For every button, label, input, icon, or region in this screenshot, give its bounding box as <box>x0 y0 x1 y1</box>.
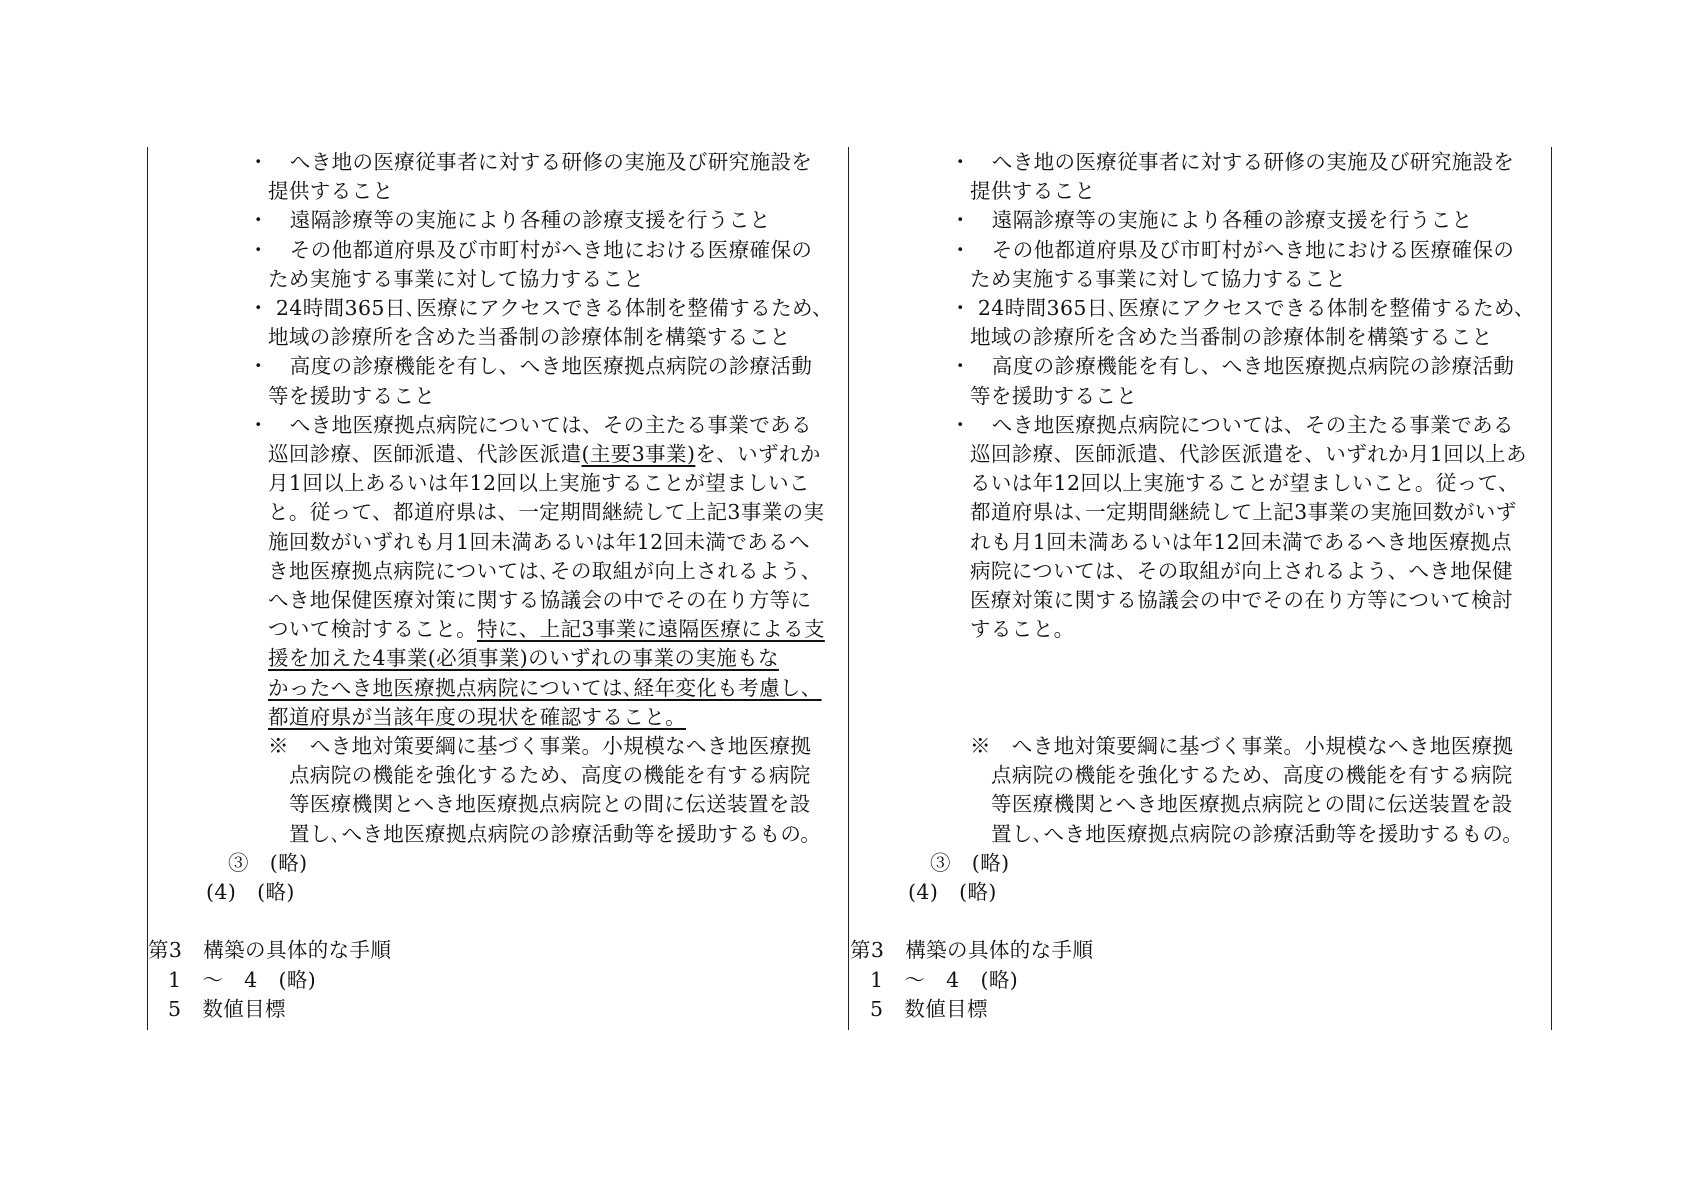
text-line <box>970 557 1513 586</box>
line-text: すること。 <box>970 617 1075 642</box>
line-text: 等を援助すること <box>268 383 436 408</box>
original-text-column <box>850 148 1552 1028</box>
text-line <box>991 761 1513 790</box>
line-text: 1 ～ 4 (略) <box>870 967 1019 992</box>
line-text: ③ (略) <box>930 850 1010 875</box>
text-line <box>289 761 811 790</box>
text-line <box>950 352 1514 381</box>
text-line <box>991 820 1523 849</box>
text-line <box>950 206 1473 235</box>
line-text: 月1回以上あるいは年12回以上実施することが望ましいこ <box>268 471 810 496</box>
text-line <box>950 411 1514 440</box>
underlined-text: 特に、上記3事業に遠隔医療による支 <box>477 617 825 642</box>
line-text: ・ へき地医療拠点病院については、その主たる事業である <box>950 412 1514 437</box>
line-text: 等医療機関とへき地医療拠点病院との間に伝送装置を設 <box>991 792 1513 817</box>
text-line <box>970 732 1513 761</box>
line-text: を、いずれか <box>695 442 821 466</box>
text-line <box>268 323 791 352</box>
line-text: 提供すること <box>970 179 1096 204</box>
text-line <box>970 615 1075 644</box>
text-line <box>991 790 1513 819</box>
text-line <box>228 849 308 878</box>
line-text: るいは年12回以上実施することが望ましいこと。従って、 <box>970 471 1519 496</box>
text-line <box>248 148 812 177</box>
text-line <box>148 936 391 965</box>
text-line <box>248 411 812 440</box>
text-line <box>970 586 1513 615</box>
underlined-text: 都道府県が当該年度の現状を確認すること。 <box>268 704 686 729</box>
text-line <box>268 498 824 527</box>
underlined-text: 援を加えた4事業(必須事業)のいずれの事業の実施もな <box>268 646 779 671</box>
text-line <box>268 382 435 411</box>
line-text: 病院については、その取組が向上されるよう、へき地保健 <box>970 558 1513 583</box>
line-text: 置し､へき地医療拠点病院の診療活動等を援助するもの。 <box>991 821 1524 846</box>
line-text: 点病院の機能を強化するため、高度の機能を有する病院 <box>991 763 1513 788</box>
text-line <box>268 703 686 732</box>
line-text: れも月1回未満あるいは年12回未満であるへき地医療拠点 <box>970 529 1512 554</box>
text-line <box>970 440 1527 469</box>
center-divider-line <box>848 147 849 1030</box>
text-line <box>268 586 811 615</box>
line-text: ・ へき地の医療従事者に対する研修の実施及び研究施設を <box>950 150 1515 174</box>
text-line <box>908 878 997 907</box>
text-line <box>930 849 1010 878</box>
line-text: 都道府県は､一定期間継続して上記3事業の実施回数がいず <box>970 500 1517 525</box>
line-text: ・ へき地医療拠点病院については、その主たる事業である <box>248 412 812 437</box>
line-text: ため実施する事業に対して協力すること <box>268 266 645 291</box>
text-line <box>950 236 1514 265</box>
text-line <box>248 206 771 235</box>
line-text: と。従って、都道府県は、一定期間継続して上記3事業の実 <box>268 500 825 525</box>
text-line <box>970 469 1519 498</box>
text-line <box>268 644 779 673</box>
line-text: 巡回診療、医師派遣、代診医派遣を、いずれか月1回以上あ <box>970 442 1527 466</box>
line-text: 1 ～ 4 (略) <box>168 967 317 992</box>
line-text: ※ へき地対策要綱に基づく事業。小規模なへき地医療拠 <box>970 734 1514 758</box>
line-text: ため実施する事業に対して協力すること <box>970 266 1347 291</box>
line-text: 5 数値目標 <box>168 996 286 1021</box>
line-text: ついて検討すること。 <box>268 617 477 642</box>
text-line <box>268 528 810 557</box>
line-text: ・ 遠隔診療等の実施により各種の診療支援を行うこと <box>950 208 1473 233</box>
line-text: ・ その他都道府県及び市町村がへき地における医療確保の <box>248 237 813 262</box>
text-line <box>970 382 1137 411</box>
text-line <box>168 966 316 995</box>
line-text: 第3 構築の具体的な手順 <box>148 938 392 963</box>
line-text: ③ (略) <box>228 850 308 875</box>
text-line <box>950 294 1535 323</box>
text-line <box>850 936 1093 965</box>
line-text: 医療対策に関する協議会の中でその在り方等について検討 <box>970 588 1513 612</box>
text-line <box>268 557 822 586</box>
line-text: ※ へき地対策要綱に基づく事業。小規模なへき地医療拠 <box>268 734 812 758</box>
text-line <box>248 352 812 381</box>
text-line <box>970 498 1517 527</box>
text-line <box>289 820 821 849</box>
text-line <box>870 966 1018 995</box>
text-line <box>206 878 295 907</box>
underlined-text: (主要3事業) <box>581 442 696 466</box>
revised-text-column <box>148 148 848 1028</box>
line-text: 等医療機関とへき地医療拠点病院との間に伝送装置を設 <box>289 792 811 817</box>
line-text: き地医療拠点病院については､その取組が向上されるよう、 <box>268 558 822 583</box>
text-line <box>268 265 644 294</box>
line-text: 点病院の機能を強化するため、高度の機能を有する病院 <box>289 763 811 788</box>
line-text: 巡回診療、医師派遣、代診医派遣 <box>268 442 582 466</box>
text-line <box>870 995 988 1024</box>
line-text: (4) (略) <box>206 880 295 904</box>
line-text: ・ 24時間365日､医療にアクセスできる体制を整備するため、 <box>248 296 833 320</box>
line-text: 置し､へき地医療拠点病院の診療活動等を援助するもの。 <box>289 821 822 846</box>
line-text: 地域の診療所を含めた当番制の診療体制を構築すること <box>268 325 791 350</box>
line-text: ・ その他都道府県及び市町村がへき地における医療確保の <box>950 237 1515 262</box>
text-line <box>168 995 286 1024</box>
text-line <box>289 790 811 819</box>
text-line <box>268 674 822 703</box>
line-text: へき地保健医療対策に関する協議会の中でその在り方等に <box>268 588 812 612</box>
line-text: ・ 遠隔診療等の実施により各種の診療支援を行うこと <box>248 208 771 233</box>
line-text: 第3 構築の具体的な手順 <box>850 938 1094 963</box>
text-line <box>970 323 1493 352</box>
text-line <box>268 615 825 644</box>
text-line <box>248 294 833 323</box>
underlined-text: かったへき地医療拠点病院については､経年変化も考慮し、 <box>268 675 822 700</box>
text-line <box>268 469 810 498</box>
line-text: (4) (略) <box>908 880 997 904</box>
line-text: 施回数がいずれも月1回未満あるいは年12回未満であるへ <box>268 529 810 554</box>
text-line <box>268 732 811 761</box>
text-line <box>970 528 1512 557</box>
line-text: 5 数値目標 <box>870 996 988 1021</box>
line-text: 等を援助すること <box>970 383 1138 408</box>
line-text: 地域の診療所を含めた当番制の診療体制を構築すること <box>970 325 1493 350</box>
text-line <box>970 265 1346 294</box>
line-text: ・ へき地の医療従事者に対する研修の実施及び研究施設を <box>248 150 813 174</box>
text-line <box>248 236 812 265</box>
text-line <box>268 177 393 206</box>
line-text: ・ 高度の診療機能を有し、へき地医療拠点病院の診療活動 <box>950 354 1515 379</box>
line-text: ・ 高度の診療機能を有し、へき地医療拠点病院の診療活動 <box>248 354 813 379</box>
line-text: ・ 24時間365日､医療にアクセスできる体制を整備するため、 <box>950 296 1535 320</box>
line-text: 提供すること <box>268 179 394 204</box>
text-line <box>950 148 1514 177</box>
text-line <box>970 177 1095 206</box>
text-line <box>268 440 821 469</box>
